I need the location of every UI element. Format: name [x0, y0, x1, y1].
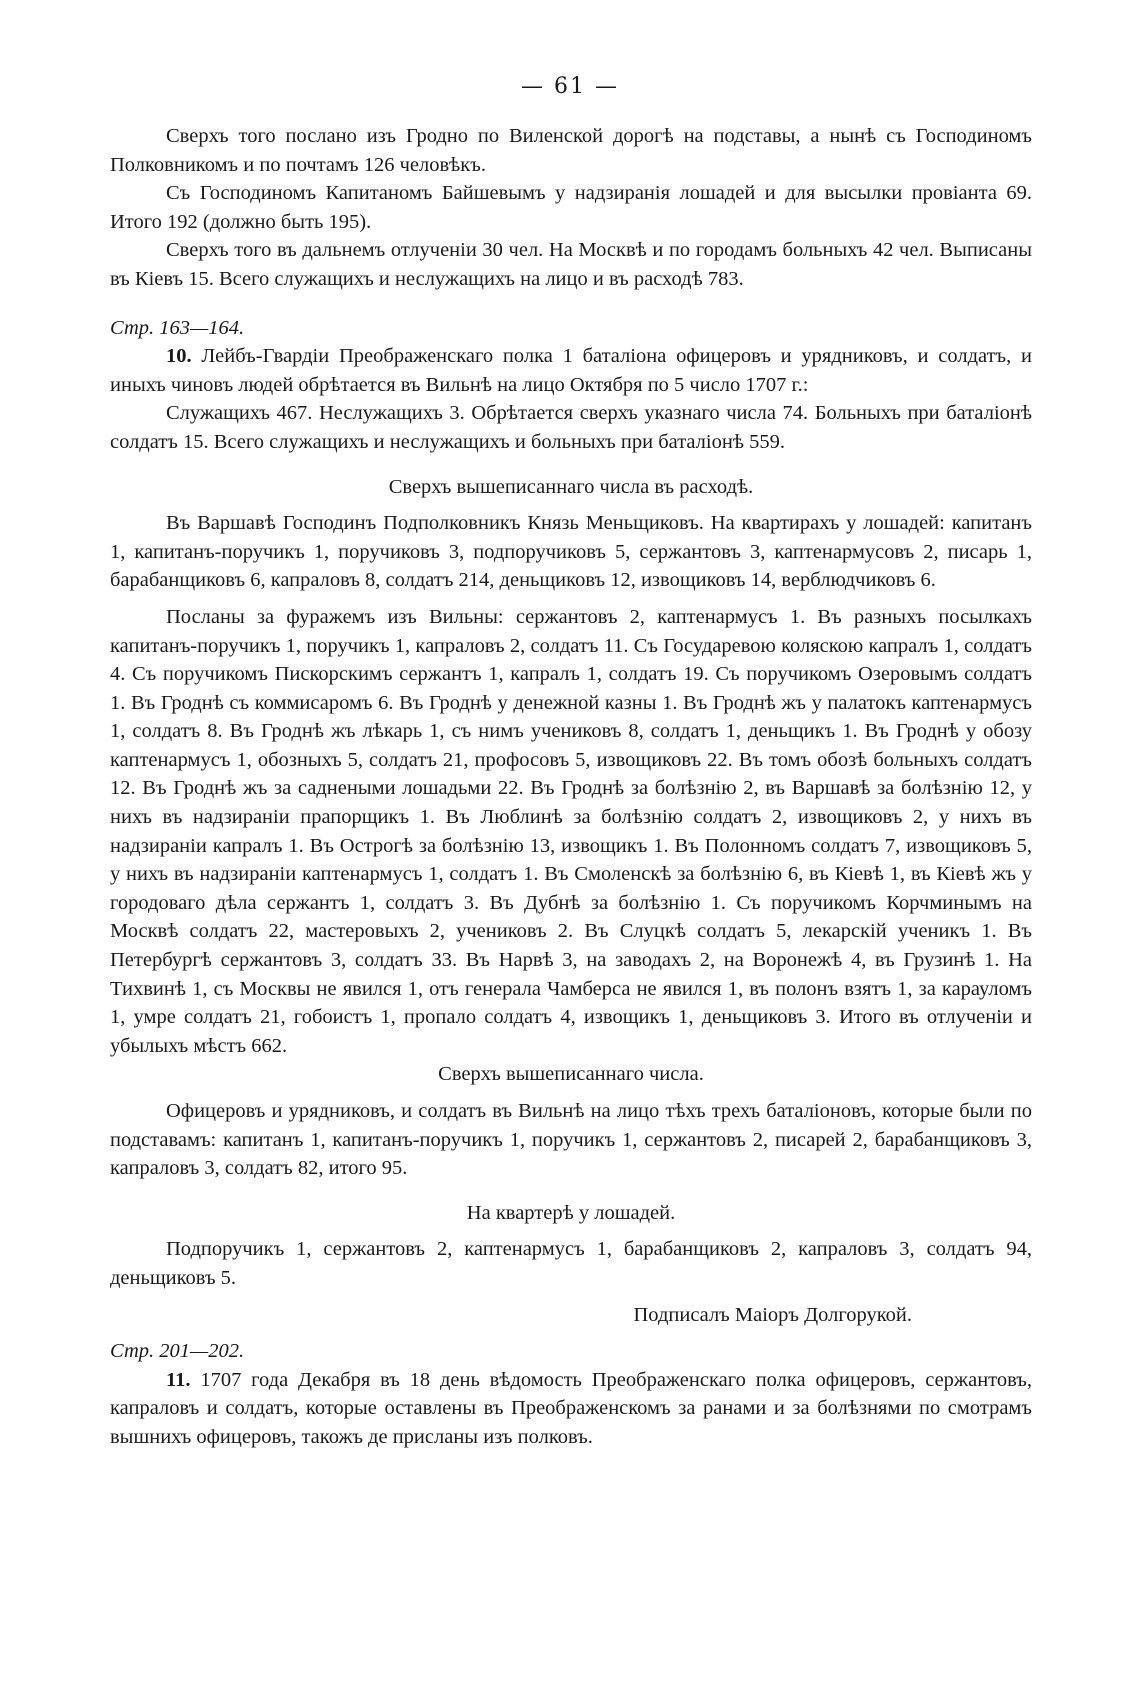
paragraph: Посланы за фуражемъ изъ Вильны: сержантовъ 2, каптенармусъ 1. Въ разныхъ посылкахъ капитанъ-поручикъ 1, поручикъ 1, капраловъ 2, солдатъ 11. Съ Государевою коляскою капралъ 1, солдатъ 4. Съ поручикомъ Пискорскимъ сержантъ 1, капралъ 1, солдатъ 19. Съ поручикомъ Озеровымъ солдатъ 1. Въ Гроднѣ съ коммисаромъ 6. Въ Гроднѣ у денежной казны 1. Въ Гроднѣ жъ у палатокъ каптенармусъ 1, солдатъ 8. Въ Гроднѣ жъ лѣкарь 1, съ нимъ учениковъ 8, солдатъ 1, деньщикъ 1. Въ Гроднѣ у обозу каптенармусъ 1, обозныхъ 5, солдатъ 21, профосовъ 5, извощиковъ 22. Въ томъ обозѣ больныхъ солдатъ 12. Въ Гроднѣ жъ за саднеными лошадьми 22. Въ Гроднѣ за болѣзнію 2, въ Варшавѣ за болѣзнію 12, у нихъ въ надзираніи прапорщикъ 1. Въ Люблинѣ за болѣзнію солдатъ 2, извощиковъ 2, у нихъ въ надзираніи капралъ 1. Въ Острогѣ за болѣзнію 13, извощикъ 1. Въ Полонномъ солдатъ 7, извощиковъ 5, у нихъ въ надзираніи каптенармусъ 1, солдатъ 1. Въ Смоленскѣ за болѣзнію 6, въ Кіевѣ 1, въ Кіевѣ жъ у городоваго дѣла сержантъ 1, солдатъ 3. Въ Дубнѣ за болѣзнію 1. Съ поручикомъ Корчминымъ на Москвѣ солдатъ 22, мастеровыхъ 2, учениковъ 2. Въ Слуцкѣ солдатъ 5, лекарскій ученикъ 1. Въ Петербургѣ сержантовъ 3, солдатъ 33. Въ Нарвѣ 3, на заводахъ 2, на Воронежѣ 4, въ Грузинѣ 1. На Тихвинѣ 1, съ Москвы не явился 1, отъ генерала Чамберса не явился 1, въ полонъ взятъ 1, за карауломъ 1, умре солдатъ 21, гобоистъ 1, пропало солдатъ 4, извощикъ 1, деньщиковъ 3. Итого въ отлученіи и убылыхъ мѣстъ 662. — [110, 605, 1032, 1057]
paragraph-text: Лейбъ-Гвардіи Преображенскаго полка 1 баталіона офицеровъ и урядниковъ, и солдатъ, и иныхъ чиновъ людей обрѣтается въ Вильнѣ на лицо Октября по 5 число 1707 г.: — [110, 345, 1032, 396]
section-heading: Сверхъ вышеписаннаго числа. — [438, 1063, 704, 1086]
paragraph-text: 1707 года Декабря въ 18 день вѣдомость Преображенскаго полка офицеровъ, сержантовъ, капраловъ и солдатъ, которые оставлены въ Преображенскомъ за ранами и за болѣзнями по смотрамъ вышнихъ офицеровъ, такожъ де присланы изъ полковъ. — [110, 1368, 1033, 1448]
section-heading: Сверхъ вышеписаннаго числа въ расходѣ. — [388, 475, 754, 498]
page-number: — 61 — — [521, 74, 619, 99]
item-number: 10. — [166, 345, 192, 368]
signature-line: Подписалъ Маіоръ Долгорукой. — [633, 1303, 912, 1326]
page-reference: Стр. 163—164. — [110, 316, 245, 339]
paragraph: Сверхъ того въ дальнемъ отлученіи 30 чел. На Москвѣ и по городамъ больныхъ 42 чел. Выписаны въ Кіевъ 15. Всего служащихъ и неслужащихъ на лицо и въ расходѣ 783. — [110, 239, 1032, 290]
item-number: 11. — [166, 1368, 191, 1391]
paragraph: Подпоручикъ 1, сержантовъ 2, каптенармусъ 1, барабанщиковъ 2, капраловъ 3, солдатъ 94, деньщиковъ 5. — [110, 1238, 1032, 1289]
document-body — [110, 122, 1032, 1452]
paragraph: Офицеровъ и урядниковъ, и солдатъ въ Вильнѣ на лицо тѣхъ трехъ баталіоновъ, которые были по подставамъ: капитанъ 1, капитанъ-поручикъ 1, поручикъ 1, сержантовъ 2, писарей 2, барабанщиковъ 3, капраловъ 3, солдатъ 82, итого 95. — [110, 1100, 1032, 1180]
numbered-paragraph — [110, 1366, 1032, 1452]
section-heading: На квартерѣ у лошадей. — [466, 1201, 676, 1224]
paragraph: Служащихъ 467. Неслужащихъ 3. Обрѣтается сверхъ указнаго числа 74. Больныхъ при баталіонѣ солдатъ 15. Всего служащихъ и неслужащихъ и больныхъ при баталіонѣ 559. — [110, 402, 1032, 453]
paragraph: Сверхъ того послано изъ Гродно по Виленской дорогѣ на подставы, а нынѣ съ Господиномъ Полковникомъ и по почтамъ 126 человѣкъ. — [110, 125, 1032, 176]
numbered-paragraph — [110, 342, 1032, 399]
page-reference: Стр. 201—202. — [110, 1340, 245, 1363]
paragraph: Съ Господиномъ Капитаномъ Байшевымъ у надзиранія лошадей и для высылки провіанта 69. Итого 192 (должно быть 195). — [110, 182, 1032, 233]
paragraph: Въ Варшавѣ Господинъ Подполковникъ Князь Меньщиковъ. На квартирахъ у лошадей: капитанъ 1, капитанъ-поручикъ 1, поручиковъ 3, подпоручиковъ 5, сержантовъ 3, каптенармусовъ 2, писарь 1, барабанщиковъ 6, капраловъ 8, солдатъ 214, деньщиковъ 12, извощиковъ 14, верблюдчиковъ 6. — [110, 512, 1032, 592]
